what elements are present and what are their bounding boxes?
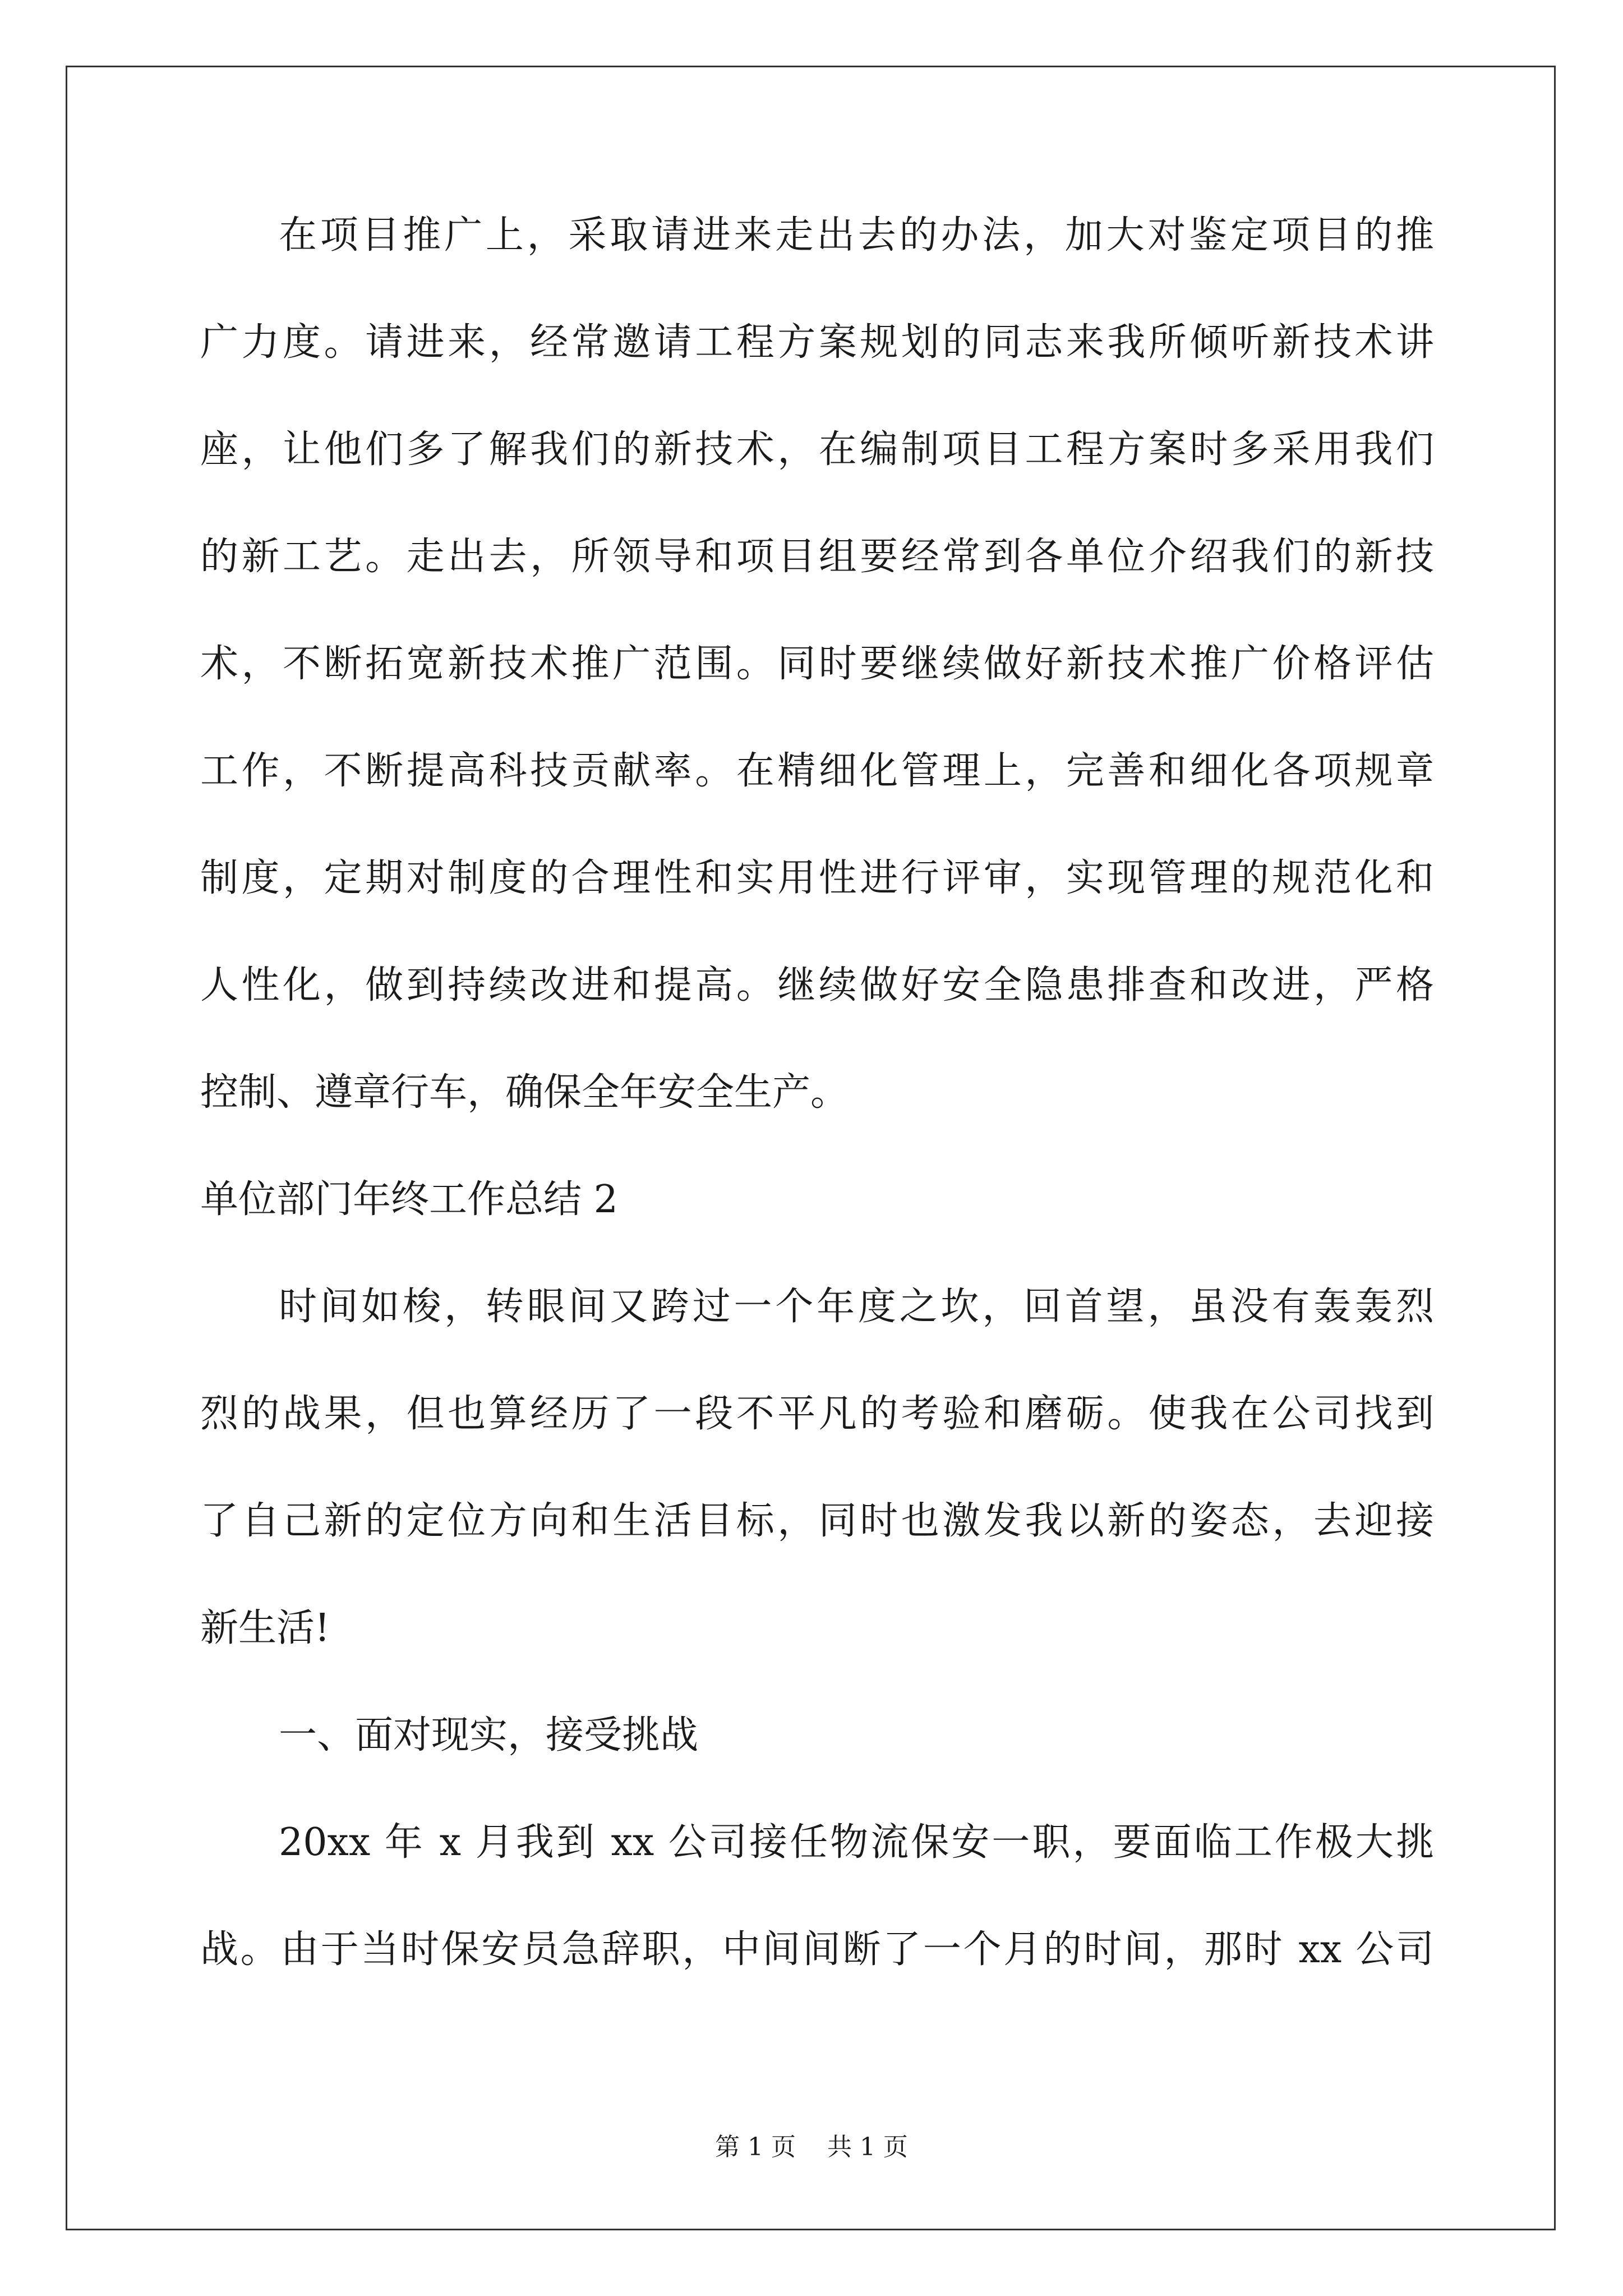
paragraph-2-line-3: 了自己新的定位方向和生活目标，同时也激发我以新的姿态，去迎接 <box>200 1499 1434 1543</box>
paragraph-1-line-9: 控制、遵章行车，确保全年安全生产。 <box>200 1070 849 1115</box>
paragraph-1-line-5: 术，不断拓宽新技术推广范围。同时要继续做好新技术推广价格评估 <box>200 642 1434 686</box>
paragraph-1-line-8: 人性化，做到持续改进和提高。继续做好安全隐患排查和改进，严格 <box>200 963 1434 1007</box>
paragraph-2-line-4: 新生活! <box>200 1606 330 1650</box>
paragraph-3-line-2: 战。由于当时保安员急辞职，中间间断了一个月的时间，那时 xx 公司 <box>200 1927 1434 1972</box>
section-heading: 单位部门年终工作总结 2 <box>200 1177 618 1222</box>
paragraph-1-line-2: 广力度。请进来，经常邀请工程方案规划的同志来我所倾听新技术讲 <box>200 320 1434 365</box>
paragraph-1-line-3: 座，让他们多了解我们的新技术，在编制项目工程方案时多采用我们 <box>200 427 1434 472</box>
page-border <box>66 66 1556 2230</box>
paragraph-1-line-1: 在项目推广上，采取请进来走出去的办法，加大对鉴定项目的推 <box>279 213 1434 257</box>
paragraph-1-line-7: 制度，定期对制度的合理性和实用性进行评审，实现管理的规范化和 <box>200 856 1434 900</box>
paragraph-2-line-1: 时间如梭，转眼间又跨过一个年度之坎，回首望，虽没有轰轰烈 <box>279 1285 1434 1329</box>
page-footer: 第 1 页 共 1 页 <box>715 2133 908 2161</box>
paragraph-3-line-1: 20xx 年 x 月我到 xx 公司接任物流保安一职，要面临工作极大挑 <box>279 1820 1434 1865</box>
paragraph-1-line-4: 的新工艺。走出去，所领导和项目组要经常到各单位介绍我们的新技 <box>200 535 1434 579</box>
subheading-1: 一、面对现实，接受挑战 <box>279 1713 699 1757</box>
paragraph-2-line-2: 烈的战果，但也算经历了一段不平凡的考验和磨砺。使我在公司找到 <box>200 1392 1434 1436</box>
paragraph-1-line-6: 工作，不断提高科技贡献率。在精细化管理上，完善和细化各项规章 <box>200 749 1434 793</box>
